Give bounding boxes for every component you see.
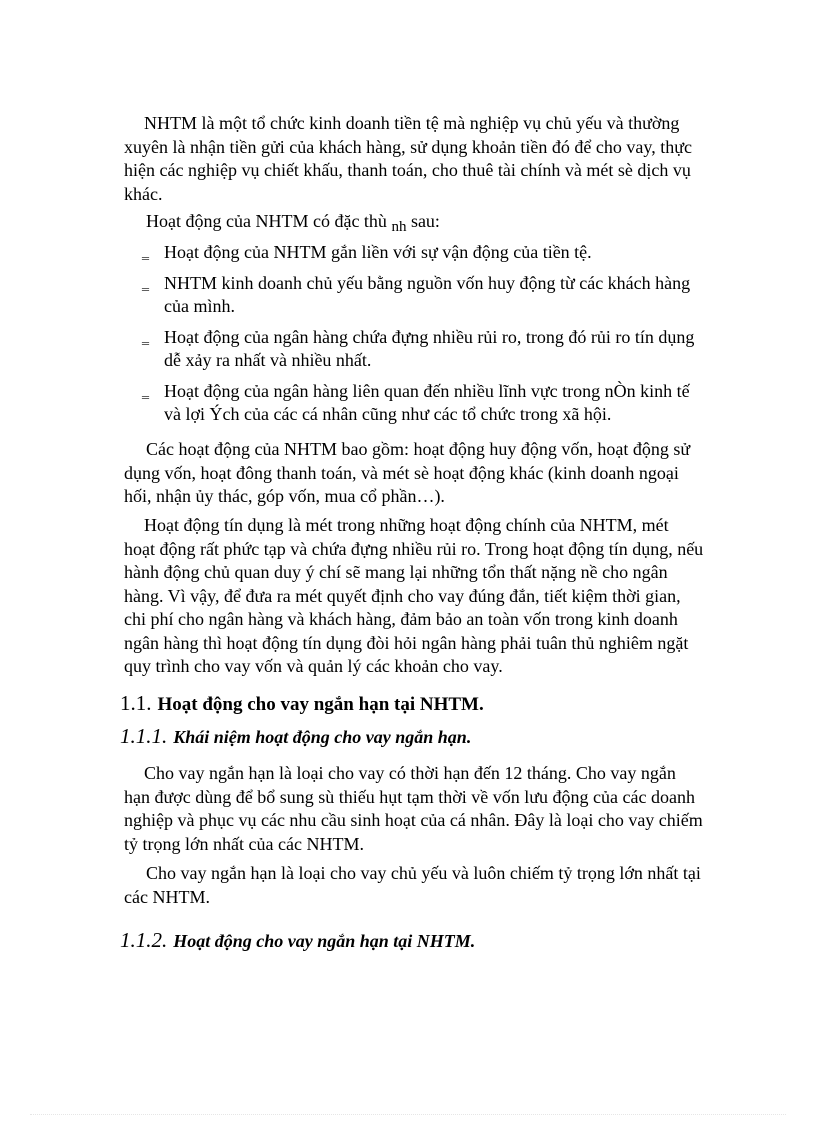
characteristics-text-end: sau: (410, 211, 440, 231)
characteristics-fragment: nh (391, 219, 407, 235)
activities-paragraph: Các hoạt động của NHTM bao gồm: hoạt động huy động vốn, hoạt động sử dụng vốn, hoạt đông thanh toán, và mét sè hoạt động khác (kinh doanh ngoại hối, nhận ủy thác, góp vốn, mua cổ phần…). (124, 439, 691, 506)
share-paragraph: Cho vay ngắn hạn là loại cho vay chủ yếu và luôn chiếm tỷ trọng lớn nhất tại các NHTM. (124, 863, 701, 907)
subsection-title: Hoạt động cho vay ngắn hạn tại NHTM. (173, 931, 476, 951)
characteristics-text: Hoạt động của NHTM có đặc thù (146, 211, 387, 231)
subsection-title: Khái niệm hoạt động cho vay ngắn hạn. (173, 727, 472, 747)
list-item-text: NHTM kinh doanh chủ yếu bằng nguồn vốn huy động từ các khách hàng của mình. (164, 272, 691, 316)
section-heading (120, 690, 484, 717)
list-item-text: Hoạt động của NHTM gắn liền với sự vận động của tiền tệ. (164, 242, 592, 262)
list-item-text: Hoạt động của ngân hàng liên quan đến nhiều lĩnh vực trong nÒn kinh tế và lợi Ých của các cá nhân cũng như các tổ chức trong xã hội. (164, 380, 690, 424)
credit-paragraph: Hoạt động tín dụng là mét trong những hoạt động chính của NHTM, mét hoạt động rất phức tạp và chứa đựng nhiều rủi ro. Trong hoạt động tín dụng, nếu hành động chủ quan duy ý chí sẽ mang lại những tổn thất nặng nề cho ngân hàng. Vì vậy, để đưa ra mét quyết định cho vay đúng đắn, tiết kiệm thời gian, chi phí cho ngân hàng và khách hàng, đảm bảo an toàn vốn trong kinh doanh ngân hàng thì hoạt động tín dụng đòi hỏi ngân hàng phải tuân thủ nghiêm ngặt quy trình cho vay vốn và quản lý các khoản cho vay. (124, 515, 704, 676)
definition-paragraph: Cho vay ngắn hạn là loại cho vay có thời hạn đến 12 tháng. Cho vay ngắn hạn được dùng để bổ sung sù thiếu hụt tạm thời về vốn lưu động của các doanh nghiệp và phục vụ các nhu cầu sinh hoạt của cá nhân. Đây là loại cho vay chiếm tỷ trọng lớn nhất của các NHTM. (124, 763, 703, 854)
bullet-icon: ‗ (142, 329, 149, 345)
list-item-text: Hoạt động của ngân hàng chứa đựng nhiều rủi ro, trong đó rủi ro tín dụng dễ xảy ra nhất và nhiều nhất. (164, 326, 695, 370)
bullet-icon: ‗ (142, 245, 149, 260)
list-item (140, 326, 700, 373)
characteristics-intro (124, 210, 704, 236)
list-item (140, 272, 700, 319)
list-item (140, 241, 700, 265)
subsection-number: 1.1.1. (120, 724, 168, 748)
bullet-icon: ‗ (142, 383, 149, 399)
list-item (140, 380, 700, 427)
section-number: 1.1. (120, 691, 152, 715)
intro-paragraph: NHTM là một tổ chức kinh doanh tiền tệ mà nghiệp vụ chủ yếu và thường xuyên là nhận tiền gửi của khách hàng, sử dụng khoản tiền đó để cho vay, thực hiện các nghiệp vụ chiết khấu, thanh toán, cho thuê tài chính và mét sè dịch vụ khác. (124, 113, 692, 204)
page-footer-divider (30, 1114, 786, 1115)
section-title: Hoạt động cho vay ngắn hạn tại NHTM. (157, 694, 484, 715)
subsection-heading (120, 724, 471, 749)
bullet-icon: ‗ (142, 275, 149, 291)
characteristics-list (140, 241, 700, 434)
subsection-number: 1.1.2. (120, 928, 168, 952)
subsection-heading (120, 928, 475, 953)
